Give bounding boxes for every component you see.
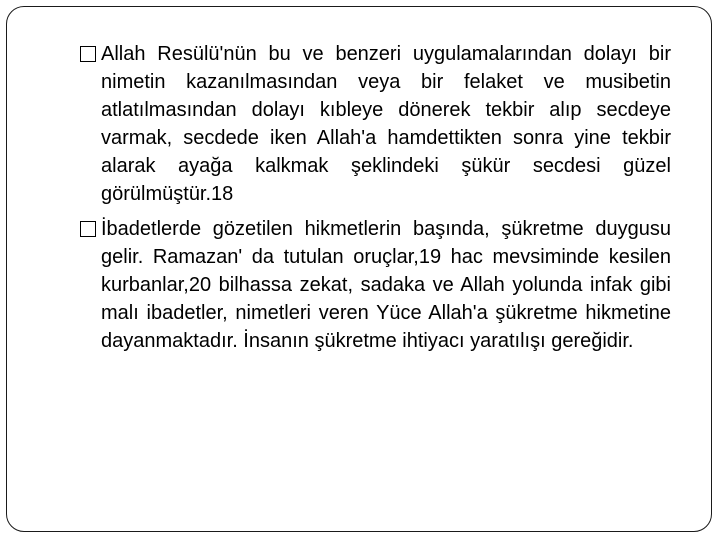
square-bullet-icon (80, 221, 96, 237)
slide-content (80, 40, 671, 355)
bullet-text-2: İbadetlerde gözetilen hikmetlerin başında, şükretme duygusu gelir. Ramazan' da tutulan oruçlar,19 hac mevsiminde kesilen kurbanlar,20 bilhassa zekat, sadaka ve Allah yolunda infak gibi malı ibadetler, nimetleri veren Yüce Allah'a şükretme hikmetine dayanmaktadır. İnsanın şükretme ihtiyacı yaratılışı gereğidir. (101, 218, 671, 352)
bullet-item-1 (80, 40, 671, 208)
bullet-text-1: Allah Resülü'nün bu ve benzeri uygulamalarından dolayı bir nimetin kazanılmasından veya bir felaket ve musibetin atlatılmasından dolayı kıbleye dönerek tekbir alıp secdeye varmak, secdede iken Allah'a hamdettikten sonra yine tekbir alarak ayağa kalkmak şeklindeki şükür secdesi güzel görülmüştür.18 (101, 43, 671, 205)
square-bullet-icon (80, 46, 96, 62)
bullet-item-2 (80, 215, 671, 355)
